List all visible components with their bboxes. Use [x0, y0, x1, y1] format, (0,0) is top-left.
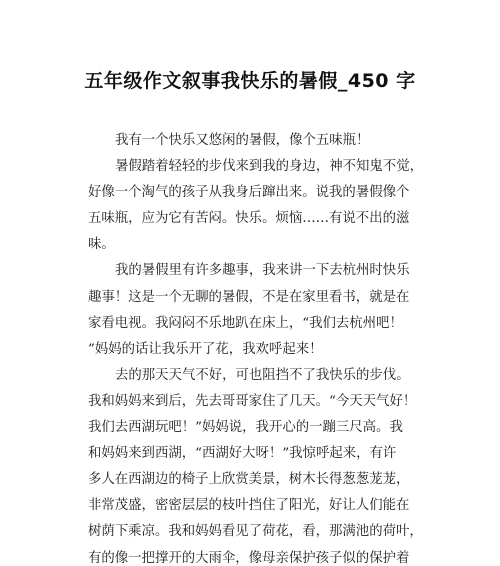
- body-text-line: 我和妈妈来到后，先去哥哥家住了几天。“今天天气好！: [88, 393, 417, 409]
- body-text-line: 去的那天天气不好，可也阻挡不了我快乐的步伐。: [115, 367, 410, 383]
- body-text-line: 暑假踏着轻轻的步伐来到我的身边，神不知鬼不觉，: [115, 159, 423, 175]
- body-text-line: 非常茂盛，密密层层的枝叶挡住了阳光，好让人们能在: [88, 498, 410, 514]
- body-text-line: 好像一个淘气的孩子从我身后蹿出来。说我的暑假像个: [88, 185, 410, 201]
- body-text-line: 五味瓶，应为它有苦闷。快乐。烦恼……有说不出的滋: [88, 211, 410, 227]
- document-body: [88, 128, 423, 566]
- document-title: 五年级作文叙事我快乐的暑假_450 字: [84, 70, 416, 92]
- body-text-line: 树荫下乘凉。我和妈妈看见了荷花，看，那满池的荷叶，: [88, 524, 423, 540]
- body-text-line: 有的像一把撑开的大雨伞，像母亲保护孩子似的保护着: [88, 550, 410, 566]
- body-text-line: 我有一个快乐又悠闲的暑假，像个五味瓶！: [115, 133, 370, 148]
- body-text-line: 趣事！这是一个无聊的暑假，不是在家里看书，就是在: [88, 289, 410, 305]
- body-text-line: 和妈妈来到西湖，“西湖好大呀！”我惊呼起来，有许: [88, 446, 397, 462]
- body-text-line: 味。: [88, 237, 115, 253]
- body-text-line: 我们去西湖玩吧！”妈妈说，我开心的一蹦三尺高。我: [88, 420, 403, 436]
- body-text-line: 我的暑假里有许多趣事，我来讲一下去杭州时快乐: [115, 263, 410, 279]
- body-text-line: 多人在西湖边的椅子上欣赏美景，树木长得葱葱茏茏，: [88, 472, 410, 488]
- body-text-line: ”妈妈的话让我乐开了花，我欢呼起来！: [88, 341, 323, 357]
- body-text-line: 家看电视。我闷闷不乐地趴在床上，“我们去杭州吧！: [88, 315, 403, 331]
